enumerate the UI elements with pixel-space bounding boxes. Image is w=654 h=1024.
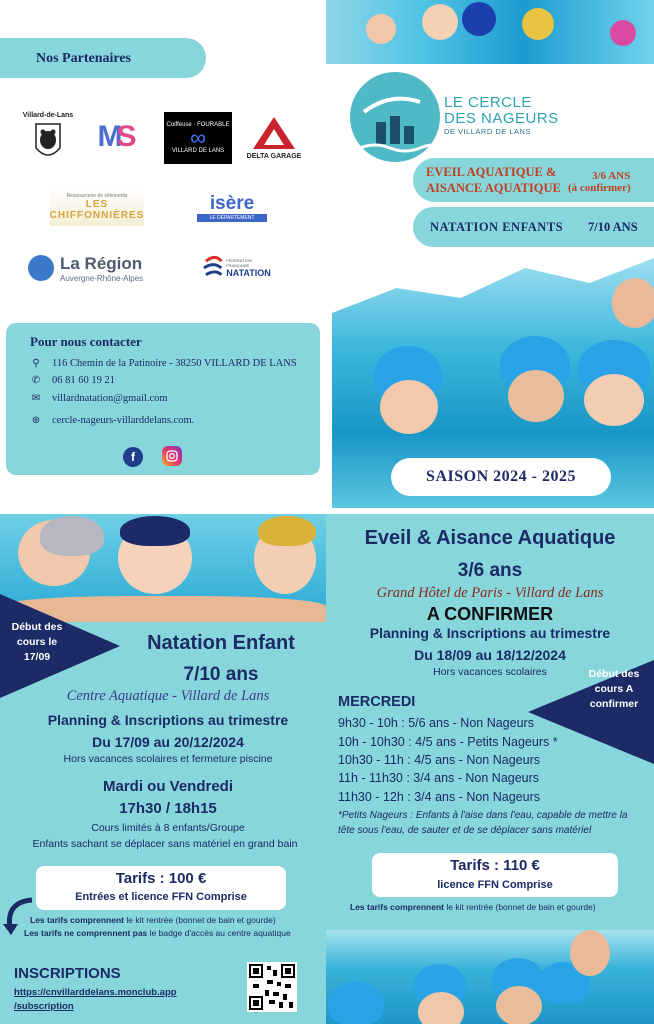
eveil-title: Eveil & Aisance Aquatique bbox=[364, 527, 616, 549]
delta-garage-logo bbox=[245, 110, 303, 164]
children-pool-photo bbox=[326, 930, 654, 1024]
montisports-s: S bbox=[116, 120, 137, 153]
swimmer-podium-icon bbox=[350, 72, 440, 162]
top-swimmers-photo-strip bbox=[326, 0, 654, 64]
natation-hors: Hors vacances scolaires et fermeture piscine bbox=[63, 753, 273, 765]
qr-code-icon[interactable] bbox=[247, 962, 297, 1012]
natation-limit: Cours limités à 8 enfants/Groupe bbox=[91, 822, 245, 834]
contact-address-row bbox=[30, 358, 297, 369]
chiffon-main-text: LES CHIFFONNIÈRES bbox=[49, 199, 145, 221]
natation-days: Mardi ou Vendredi bbox=[102, 778, 234, 795]
eveil-pill-line2: AISANCE AQUATIQUE bbox=[426, 181, 561, 195]
eveil-venue: Grand Hôtel de Paris - Villard de Lans bbox=[376, 585, 604, 601]
contact-website-row[interactable] bbox=[30, 415, 194, 426]
schedule-day: MERCREDI bbox=[338, 694, 416, 710]
natation-tarif-note1 bbox=[30, 915, 326, 925]
eveil-confirm: A CONFIRMER bbox=[426, 604, 554, 624]
location-pin-icon: ⚲ bbox=[32, 358, 40, 369]
natation-dates: Du 17/09 au 20/12/2024 bbox=[92, 734, 244, 750]
schedule-slot: 11h - 11h30 : 3/4 ans - Non Nageurs bbox=[338, 771, 540, 785]
club-name-line3: DE VILLARD DE LANS bbox=[444, 127, 531, 136]
eveil-tarif-price: Tarifs : 110 € bbox=[450, 857, 540, 874]
isere-sub-text: LE DÉPARTEMENT bbox=[197, 214, 267, 222]
region-sub-text: Auvergne-Rhône-Alpes bbox=[60, 273, 144, 283]
natation-planning: Planning & Inscriptions au trimestre bbox=[47, 712, 289, 728]
partners-title: Nos Partenaires bbox=[36, 51, 131, 66]
montisports-m: M bbox=[97, 120, 123, 153]
eveil-age: 3/6 ans bbox=[457, 560, 523, 581]
contact-title: Pour nous contacter bbox=[30, 334, 142, 349]
natation-tarif-price: Tarifs : 100 € bbox=[115, 870, 207, 887]
inscriptions-link-line2[interactable]: /subscription bbox=[14, 1001, 74, 1012]
envelope-icon: ✉ bbox=[31, 393, 41, 404]
eveil-tarif-sub: licence FFN Comprise bbox=[437, 879, 553, 891]
ffn-swirl-icon bbox=[202, 253, 223, 283]
fourable-top-text: Coiffeuse · FOURABLE bbox=[166, 122, 230, 128]
natation-pill-age: 7/10 ANS bbox=[588, 220, 638, 234]
club-name-line1: LE CERCLE bbox=[444, 94, 532, 111]
contact-phone-row bbox=[30, 375, 115, 386]
schedule-slot: 11h30 - 12h : 3/4 ans - Non Nageurs bbox=[338, 790, 540, 804]
montisports-logo bbox=[88, 110, 146, 164]
inscriptions-link-line1[interactable]: https://cnvillarddelans.monclub.app bbox=[14, 987, 177, 998]
natation-pill-label: NATATION ENFANTS bbox=[430, 220, 564, 234]
contact-address: 116 Chemin de la Patinoire - 38250 VILLARD DE LANS bbox=[52, 358, 297, 369]
eveil-note-rest: le kit rentrée (bonnet de bain et gourde) bbox=[444, 902, 596, 912]
eveil-pill-age: 3/6 ANS bbox=[592, 170, 631, 182]
contact-phone: 06 81 60 19 21 bbox=[52, 375, 115, 386]
fourable-sub-text: VILLARD DE LANS bbox=[171, 148, 225, 154]
eveil-pill-line1: EVEIL AQUATIQUE & bbox=[426, 165, 557, 179]
schedule-slot: 10h - 10h30 : 4/5 ans - Petits Nageurs * bbox=[338, 735, 558, 749]
infinity-icon: ∞ bbox=[190, 125, 206, 150]
delta-garage-label: DELTA GARAGE bbox=[246, 152, 302, 160]
eveil-tarif-note bbox=[350, 902, 650, 912]
phone-icon: ✆ bbox=[31, 375, 41, 386]
ffn-small-text: FÉDÉRATION FRANÇAISE bbox=[226, 258, 252, 268]
eveil-dates: Du 18/09 au 18/12/2024 bbox=[414, 647, 566, 663]
facebook-icon[interactable]: f bbox=[123, 447, 143, 467]
eveil-note-bold: Les tarifs comprennent bbox=[350, 902, 444, 912]
natation-venue: Centre Aquatique - Villard de Lans bbox=[66, 688, 270, 704]
chiffon-top-text: Ressourcerie de vêtements bbox=[66, 193, 128, 199]
club-name-line2: DES NAGEURS bbox=[444, 110, 559, 127]
schedule-slot: 10h30 - 11h : 4/5 ans - Non Nageurs bbox=[338, 753, 540, 767]
season-label: SAISON 2024 - 2025 bbox=[426, 468, 576, 485]
natation-age: 7/10 ans bbox=[183, 664, 259, 685]
natation-hours: 17h30 / 18h15 bbox=[119, 800, 217, 817]
instagram-icon[interactable] bbox=[162, 446, 182, 466]
isere-logo bbox=[196, 191, 268, 225]
inscriptions-title: INSCRIPTIONS bbox=[14, 965, 121, 982]
ffn-logo bbox=[202, 250, 274, 286]
fourable-logo bbox=[164, 112, 232, 164]
region-logo bbox=[28, 250, 158, 286]
bear-icon bbox=[33, 122, 63, 162]
eveil-planning: Planning & Inscriptions au trimestre bbox=[369, 625, 611, 641]
contact-website[interactable]: cercle-nageurs-villarddelans.com. bbox=[52, 415, 195, 426]
natation-note1-rest: le kit rentrée (bonnet de bain et gourde) bbox=[124, 915, 276, 925]
globe-icon: ⊕ bbox=[31, 415, 41, 426]
natation-title: Natation Enfant bbox=[147, 632, 295, 654]
isere-text: isère bbox=[209, 193, 255, 214]
natation-tarif-sub: Entrées et licence FFN Comprise bbox=[75, 891, 247, 903]
eveil-pill-confirm: (à confirmer) bbox=[568, 182, 631, 194]
natation-note2-rest: le badge d'accès au centre aquatique bbox=[147, 928, 291, 938]
natation-note2-bold: Les tarifs ne comprennent pas bbox=[24, 928, 148, 938]
contact-email-row[interactable] bbox=[30, 393, 168, 404]
region-mountain-icon bbox=[28, 255, 54, 281]
natation-tarif-note2 bbox=[24, 928, 326, 938]
debut-left-text: Début des cours le 17/09 bbox=[11, 621, 63, 663]
eveil-hors: Hors vacances scolaires bbox=[433, 666, 547, 678]
schedule-slot: 9h30 - 10h : 5/6 ans - Non Nageurs bbox=[338, 716, 534, 730]
chiffonnieres-logo bbox=[50, 188, 144, 226]
villard-logo-text: Villard-de-Lans bbox=[22, 112, 74, 119]
debut-right-text: Début des cours A confirmer bbox=[588, 668, 640, 710]
natation-note1-bold: Les tarifs comprennent bbox=[30, 915, 124, 925]
villard-de-lans-logo bbox=[22, 104, 74, 170]
petits-nageurs-note: *Petits Nageurs : Enfants à l'aise dans l'eau, capable de mettre la tête sous l'eau, de sauter et de se déplacer sans matériel bbox=[338, 810, 628, 836]
natation-skill: Enfants sachant se déplacer sans matériel en grand bain bbox=[32, 838, 298, 850]
ffn-text: NATATION bbox=[226, 268, 271, 278]
delta-triangle-icon bbox=[251, 115, 297, 151]
contact-email[interactable]: villardnatation@gmail.com bbox=[52, 393, 168, 404]
club-logo bbox=[350, 72, 440, 162]
region-text: La Région bbox=[60, 253, 143, 273]
